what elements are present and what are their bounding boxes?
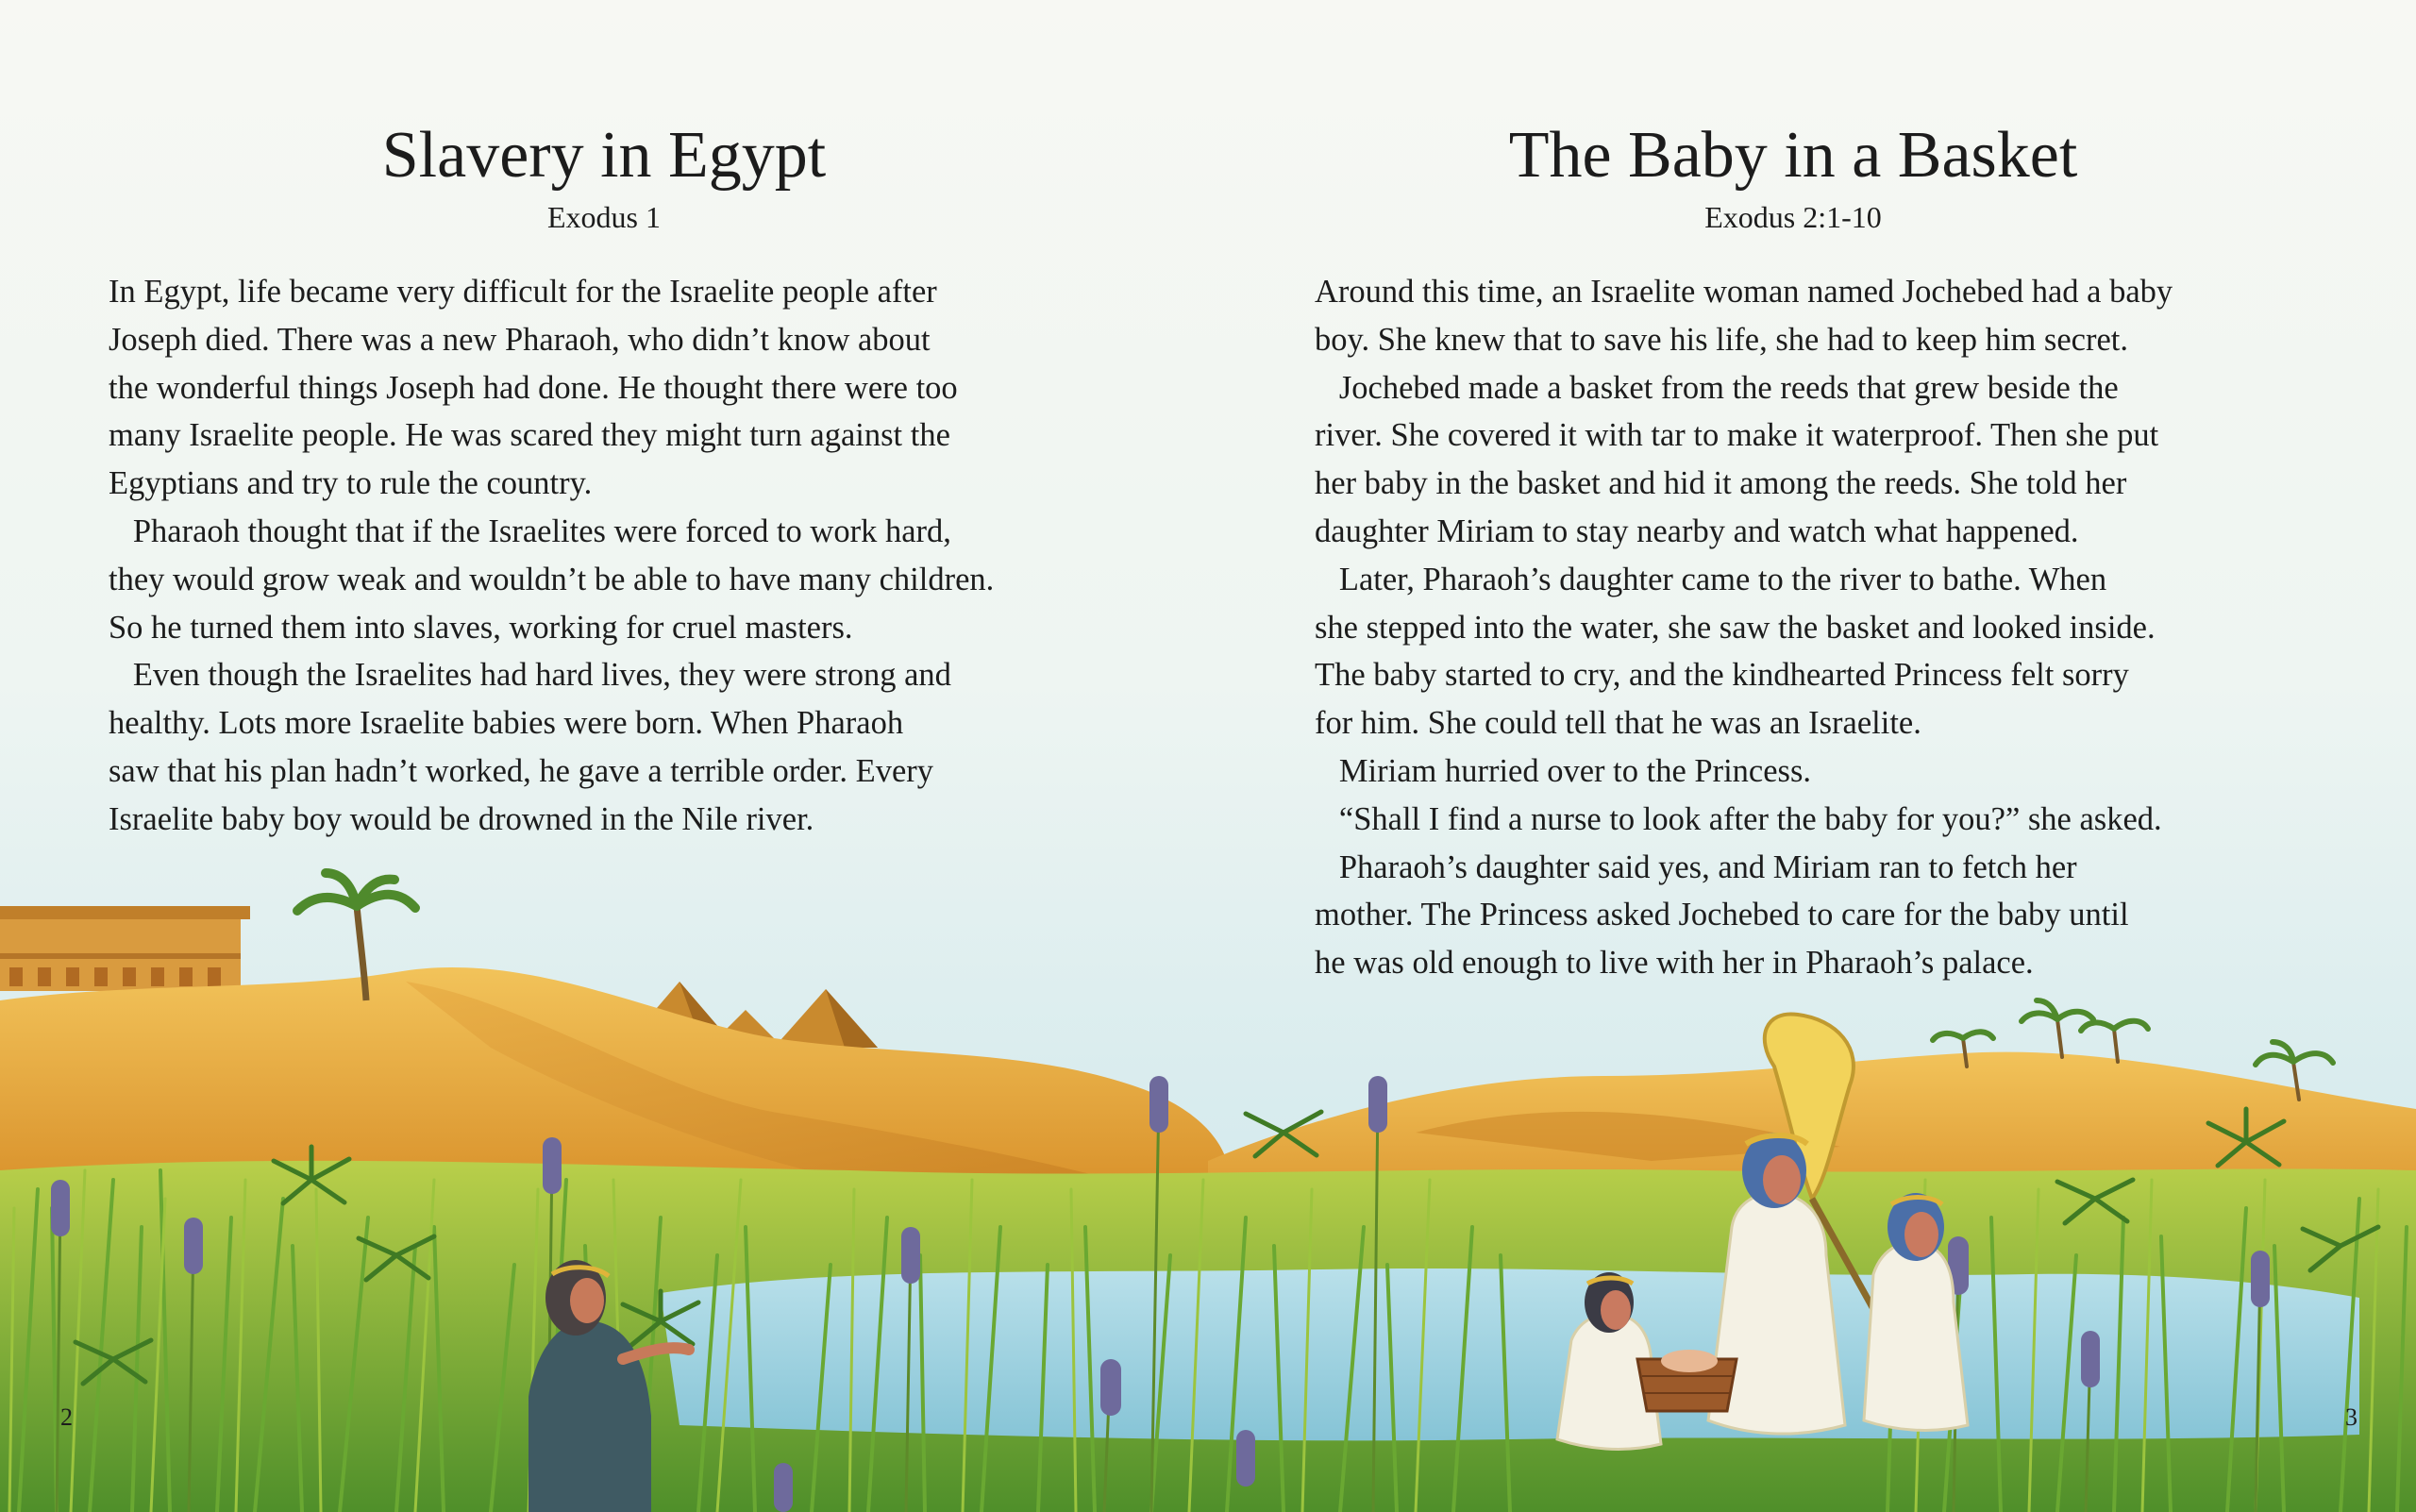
text-line: daughter Miriam to stay nearby and watch what happened. <box>1315 512 2079 549</box>
page-title: The Baby in a Basket <box>1508 119 2078 192</box>
text-line: In Egypt, life became very difficult for the Israelite people after <box>109 274 937 310</box>
text-line: mother. The Princess asked Jochebed to care for the baby until <box>1315 897 2129 933</box>
text-line: many Israelite people. He was scared they might turn against the <box>109 417 950 454</box>
page-number: 3 <box>2345 1403 2357 1431</box>
text-line: Around this time, an Israelite woman named Jochebed had a baby <box>1315 274 2173 310</box>
text-line: Miriam hurried over to the Princess. <box>1315 752 1812 789</box>
text-line: boy. She knew that to save his life, she had to keep him secret. <box>1315 321 2128 358</box>
text-line: Joseph died. There was a new Pharaoh, who didn’t know about <box>109 321 931 358</box>
text-line: saw that his plan hadn’t worked, he gave a terrible order. Every <box>109 752 934 789</box>
story-text <box>109 268 994 844</box>
text-line: Pharaoh’s daughter said yes, and Miriam ran to fetch her <box>1315 848 2077 885</box>
text-line: river. She covered it with tar to make it waterproof. Then she put <box>1315 417 2159 454</box>
text-line: The baby started to cry, and the kindhearted Princess felt sorry <box>1315 657 2129 694</box>
text-line: So he turned them into slaves, working for cruel masters. <box>109 609 853 646</box>
scripture-reference: Exodus 1 <box>547 200 661 234</box>
text-line: her baby in the basket and hid it among the reeds. She told her <box>1315 465 2127 502</box>
page-title: Slavery in Egypt <box>381 119 827 192</box>
story-text <box>1315 268 2173 987</box>
scripture-reference: Exodus 2:1-10 <box>1704 200 1882 234</box>
text-line: Even though the Israelites had hard lives, they were strong and <box>109 657 951 694</box>
text-line: the wonderful things Joseph had done. He thought there were too <box>109 369 958 406</box>
text-line: they would grow weak and wouldn’t be able to have many children. <box>109 561 995 597</box>
text-line: Jochebed made a basket from the reeds that grew beside the <box>1315 369 2119 406</box>
text-line: Egyptians and try to rule the country. <box>109 465 593 502</box>
page-number: 2 <box>60 1403 73 1431</box>
text-line: Later, Pharaoh’s daughter came to the river to bathe. When <box>1315 561 2107 597</box>
text-line: she stepped into the water, she saw the basket and looked inside. <box>1315 609 2156 646</box>
text-line: healthy. Lots more Israelite babies were born. When Pharaoh <box>109 705 904 742</box>
right-page <box>1208 0 2416 1512</box>
text-line: he was old enough to live with her in Pharaoh’s palace. <box>1315 945 2034 982</box>
text-line: for him. She could tell that he was an Israelite. <box>1315 705 1921 742</box>
text-line: Israelite baby boy would be drowned in the Nile river. <box>109 800 814 837</box>
text-line: “Shall I find a nurse to look after the baby for you?” she asked. <box>1315 800 2162 837</box>
text-line: Pharaoh thought that if the Israelites were forced to work hard, <box>109 512 951 549</box>
